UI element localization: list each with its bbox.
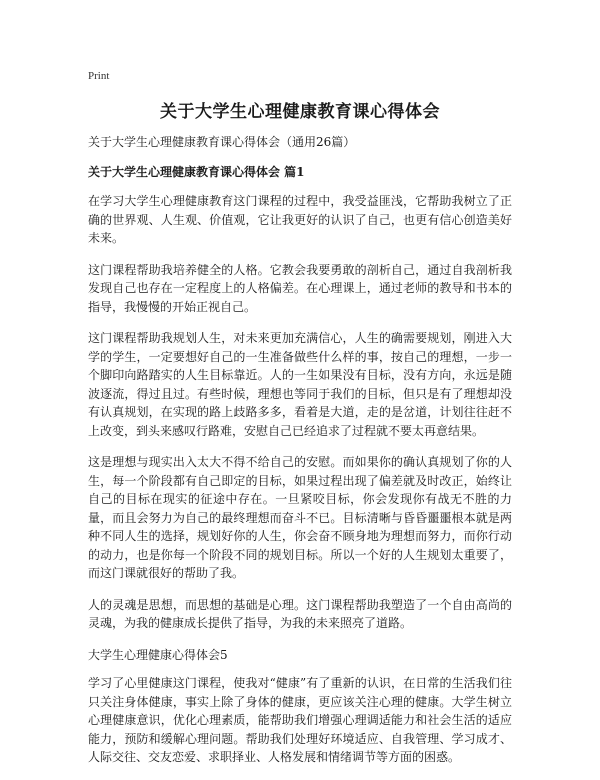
print-link[interactable]: Print — [88, 70, 110, 82]
section-heading-1: 关于大学生心理健康教育课心得体会 篇1 — [88, 164, 305, 179]
paragraph: 人的灵魂是思想，而思想的基础是心理。这门课程帮助我塑造了一个自由高尚的灵魂，为我的健康成长提供了指导，为我的未来照亮了道路。 — [88, 597, 512, 630]
page-title: 关于大学生心理健康教育课心得体会 — [160, 102, 440, 122]
paragraph: 这门课程帮助我规划人生，对未来更加充满信心，人生的确需要规划，刚进入大学的学生，一定要想好自己的一生准备做些什么样的事，按自己的理想，一步一个脚印向路踏实的人生目标靠近。人的一生如果没有目标，没有方向，永远是随波逐流，得过且过。有些时候，理想也等同于我们的目标，但只是有了理想却没有认真规划，在实现的路上歧路多多，看着是大道，走的是岔道，计划往往赶不上改变，到头来感叹行路难，安慰自己已经追求了过程就不要太再意结果。 — [88, 331, 512, 438]
section-heading-2: 大学生心理健康心得体会5 — [88, 647, 228, 662]
paragraph: 这是理想与现实出入太大不得不给自己的安慰。而如果你的确认真规划了你的人生，每一个阶段都有自己即定的目标，如果过程出现了偏差就及时改正，始终让自己的目标在现实的征途中存在。一旦紧咬目标，你会发现你有战无不胜的力量，而且会努力为自己的最终理想而奋斗不已。目标清晰与昏昏噩噩根本就是两种不同人生的选择，规划好你的人生，你会奋不顾身地为理想而努力，而你行动的动力，也是你每一个阶段不同的规划目标。所以一个好的人生规划太重要了，而这门课就很好的帮助了我。 — [88, 455, 512, 580]
paragraph: 这门课程帮助我培养健全的人格。它教会我要勇敢的剖析自己，通过自我剖析我发现自己也存在一定程度上的人格偏差。在心理课上，通过老师的教导和书本的指导，我慢慢的开始正视自己。 — [88, 262, 512, 314]
paragraph: 在学习大学生心理健康教育这门课程的过程中，我受益匪浅，它帮助我树立了正确的世界观、人生观、价值观，它让我更好的认识了自己，也更有信心创造美好未来。 — [88, 194, 512, 245]
article-subtitle: 关于大学生心理健康教育课心得体会（通用26篇） — [88, 135, 356, 149]
article-body — [88, 133, 512, 780]
paragraph: 学习了心里健康这门课程，使我对“健康”有了重新的认识，在日常的生活我们往只关注身体健康，事实上除了身体的健康，更应该关注心理的健康。大学生树立心理健康意识，优化心理素质，能帮助我们增强心理调适能力和社会生活的适应能力，预防和缓解心理问题。帮助我们处理好环境适应、自我管理、学习成才、人际交往、交友恋爱、求职择业、人格发展和情绪调节等方面的困惑。 — [88, 676, 512, 764]
